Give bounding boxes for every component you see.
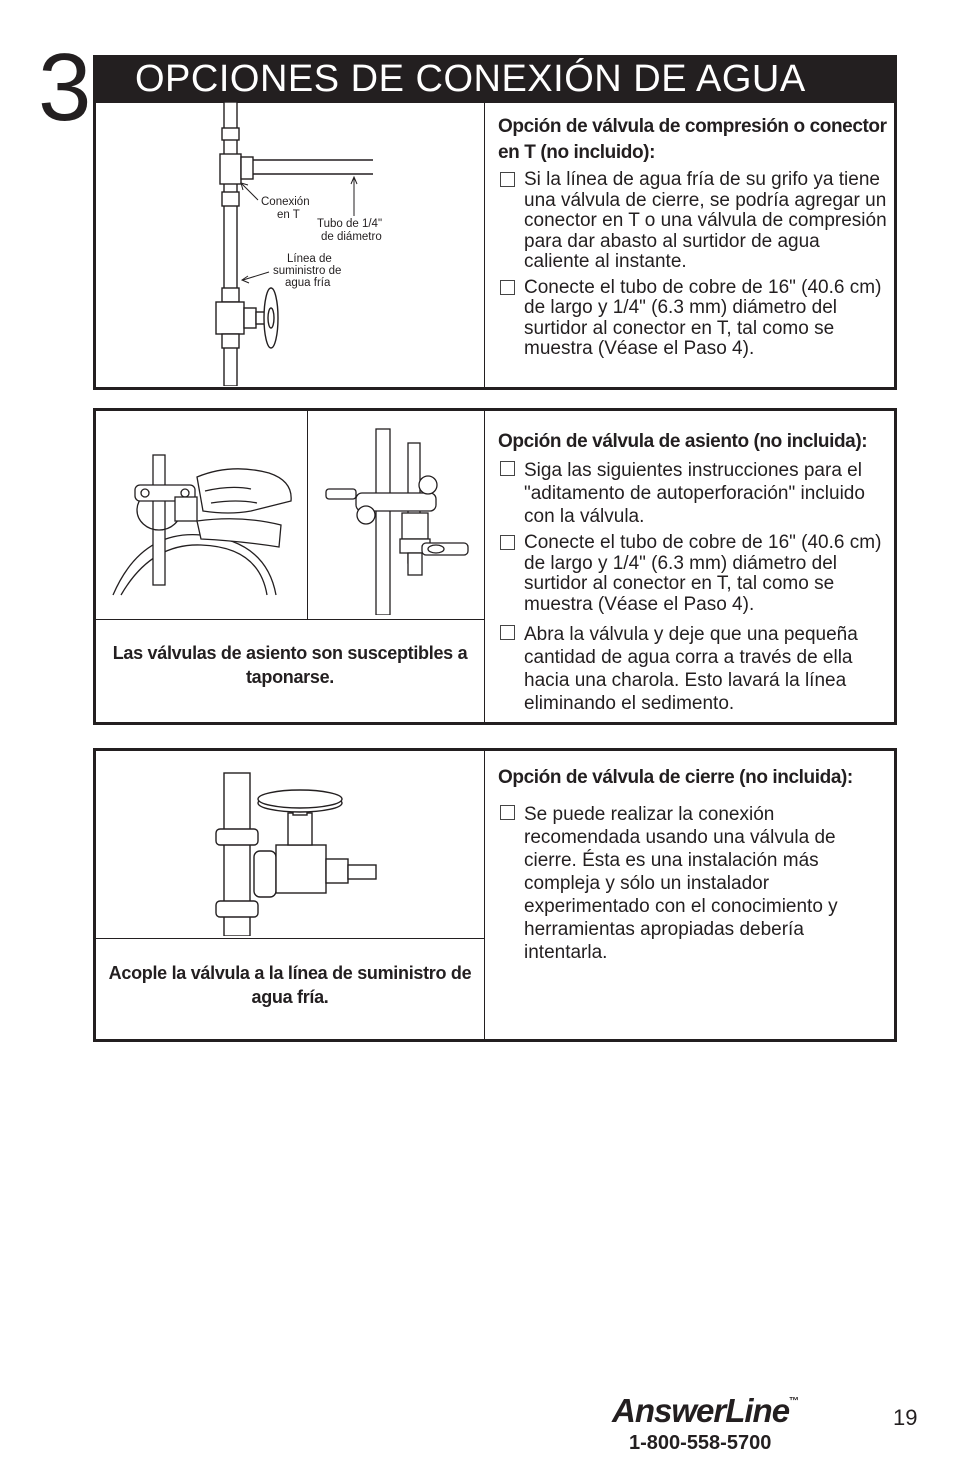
checkbox-icon[interactable] bbox=[500, 625, 515, 640]
shutoff-valve-diagram bbox=[98, 751, 478, 936]
instruction-item: Siga las siguientes instrucciones para el "aditamento de autoperforación" incluido con la válvula. bbox=[498, 459, 888, 528]
tee-label-line2: en T bbox=[277, 209, 300, 221]
image-divider bbox=[307, 411, 308, 619]
checkbox-icon[interactable] bbox=[500, 805, 515, 820]
instruction-item: Conecte el tubo de cobre de 16" (40.6 cm) de largo y 1/4" (6.3 mm) diámetro del surtidor al conector en T, tal como se muestra (Véase el Paso 4). bbox=[498, 278, 888, 360]
instruction-item: Abra la válvula y deje que una pequeña cantidad de agua corra a través de ella hacia una charola. Esto lavará la línea eliminando el sedimento. bbox=[498, 623, 888, 715]
saddle-valve-clamp-diagram bbox=[316, 415, 486, 615]
saddle-valve-panel bbox=[93, 408, 897, 725]
shutoff-valve-heading: Opción de válvula de cierre (no incluida): bbox=[498, 767, 853, 788]
instruction-item: Si la línea de agua fría de su grifo ya tiene una válvula de cierre, se podría agregar un conector en T o una válvula de compresión para dar abasto al surtidor de agua caliente al instante. bbox=[498, 170, 888, 273]
compression-valve-heading: Opción de válvula de compresión o conector en T (no incluido): bbox=[498, 116, 887, 163]
phone-number: 1-800-558-5700 bbox=[629, 1432, 772, 1454]
checkbox-icon[interactable] bbox=[500, 461, 515, 476]
supply-label-line1: Línea de bbox=[287, 253, 332, 265]
saddle-valve-heading: Opción de válvula de asiento (no incluida): bbox=[498, 431, 868, 452]
step-number: 3 bbox=[38, 34, 92, 141]
panel-divider bbox=[484, 102, 485, 387]
shutoff-valve-caption: Acople la válvula a la línea de suministro de agua fría. bbox=[108, 963, 472, 1007]
answerline-logo: AnswerLine™ bbox=[612, 1392, 799, 1429]
supply-label-line3: agua fría bbox=[285, 277, 331, 289]
supply-label-line2: suministro de bbox=[273, 265, 342, 277]
page-number: 19 bbox=[893, 1405, 918, 1430]
saddle-valve-caption: Las válvulas de asiento son susceptibles a taponarse. bbox=[112, 643, 468, 687]
section-title: OPCIONES DE CONEXIÓN DE AGUA bbox=[135, 58, 806, 100]
checkbox-icon[interactable] bbox=[500, 172, 515, 187]
tube-label-line2: de diámetro bbox=[321, 231, 382, 243]
checkbox-icon[interactable] bbox=[500, 535, 515, 550]
caption-divider bbox=[96, 619, 484, 620]
saddle-valve-hand-diagram bbox=[101, 415, 301, 615]
caption-divider bbox=[96, 938, 484, 939]
instruction-item: Conecte el tubo de cobre de 16" (40.6 cm) de largo y 1/4" (6.3 mm) diámetro del surtidor al conector en T, tal como se muestra (Véase el Paso 4). bbox=[498, 533, 888, 615]
tube-label-line1: Tubo de 1/4" bbox=[317, 218, 383, 230]
compression-valve-panel bbox=[93, 102, 897, 390]
tee-connector-diagram bbox=[101, 102, 481, 386]
section-title-bar bbox=[93, 55, 897, 103]
instruction-item: Se puede realizar la conexión recomendada usando una válvula de cierre. Ésta es una instalación más compleja y sólo un instalador experimentado con el conocimiento y herramientas apropiadas debería intentarla. bbox=[498, 803, 888, 964]
panel-divider bbox=[484, 751, 485, 1039]
tee-label-line1: Conexión bbox=[261, 196, 310, 208]
shutoff-valve-panel bbox=[93, 748, 897, 1042]
checkbox-icon[interactable] bbox=[500, 280, 515, 295]
